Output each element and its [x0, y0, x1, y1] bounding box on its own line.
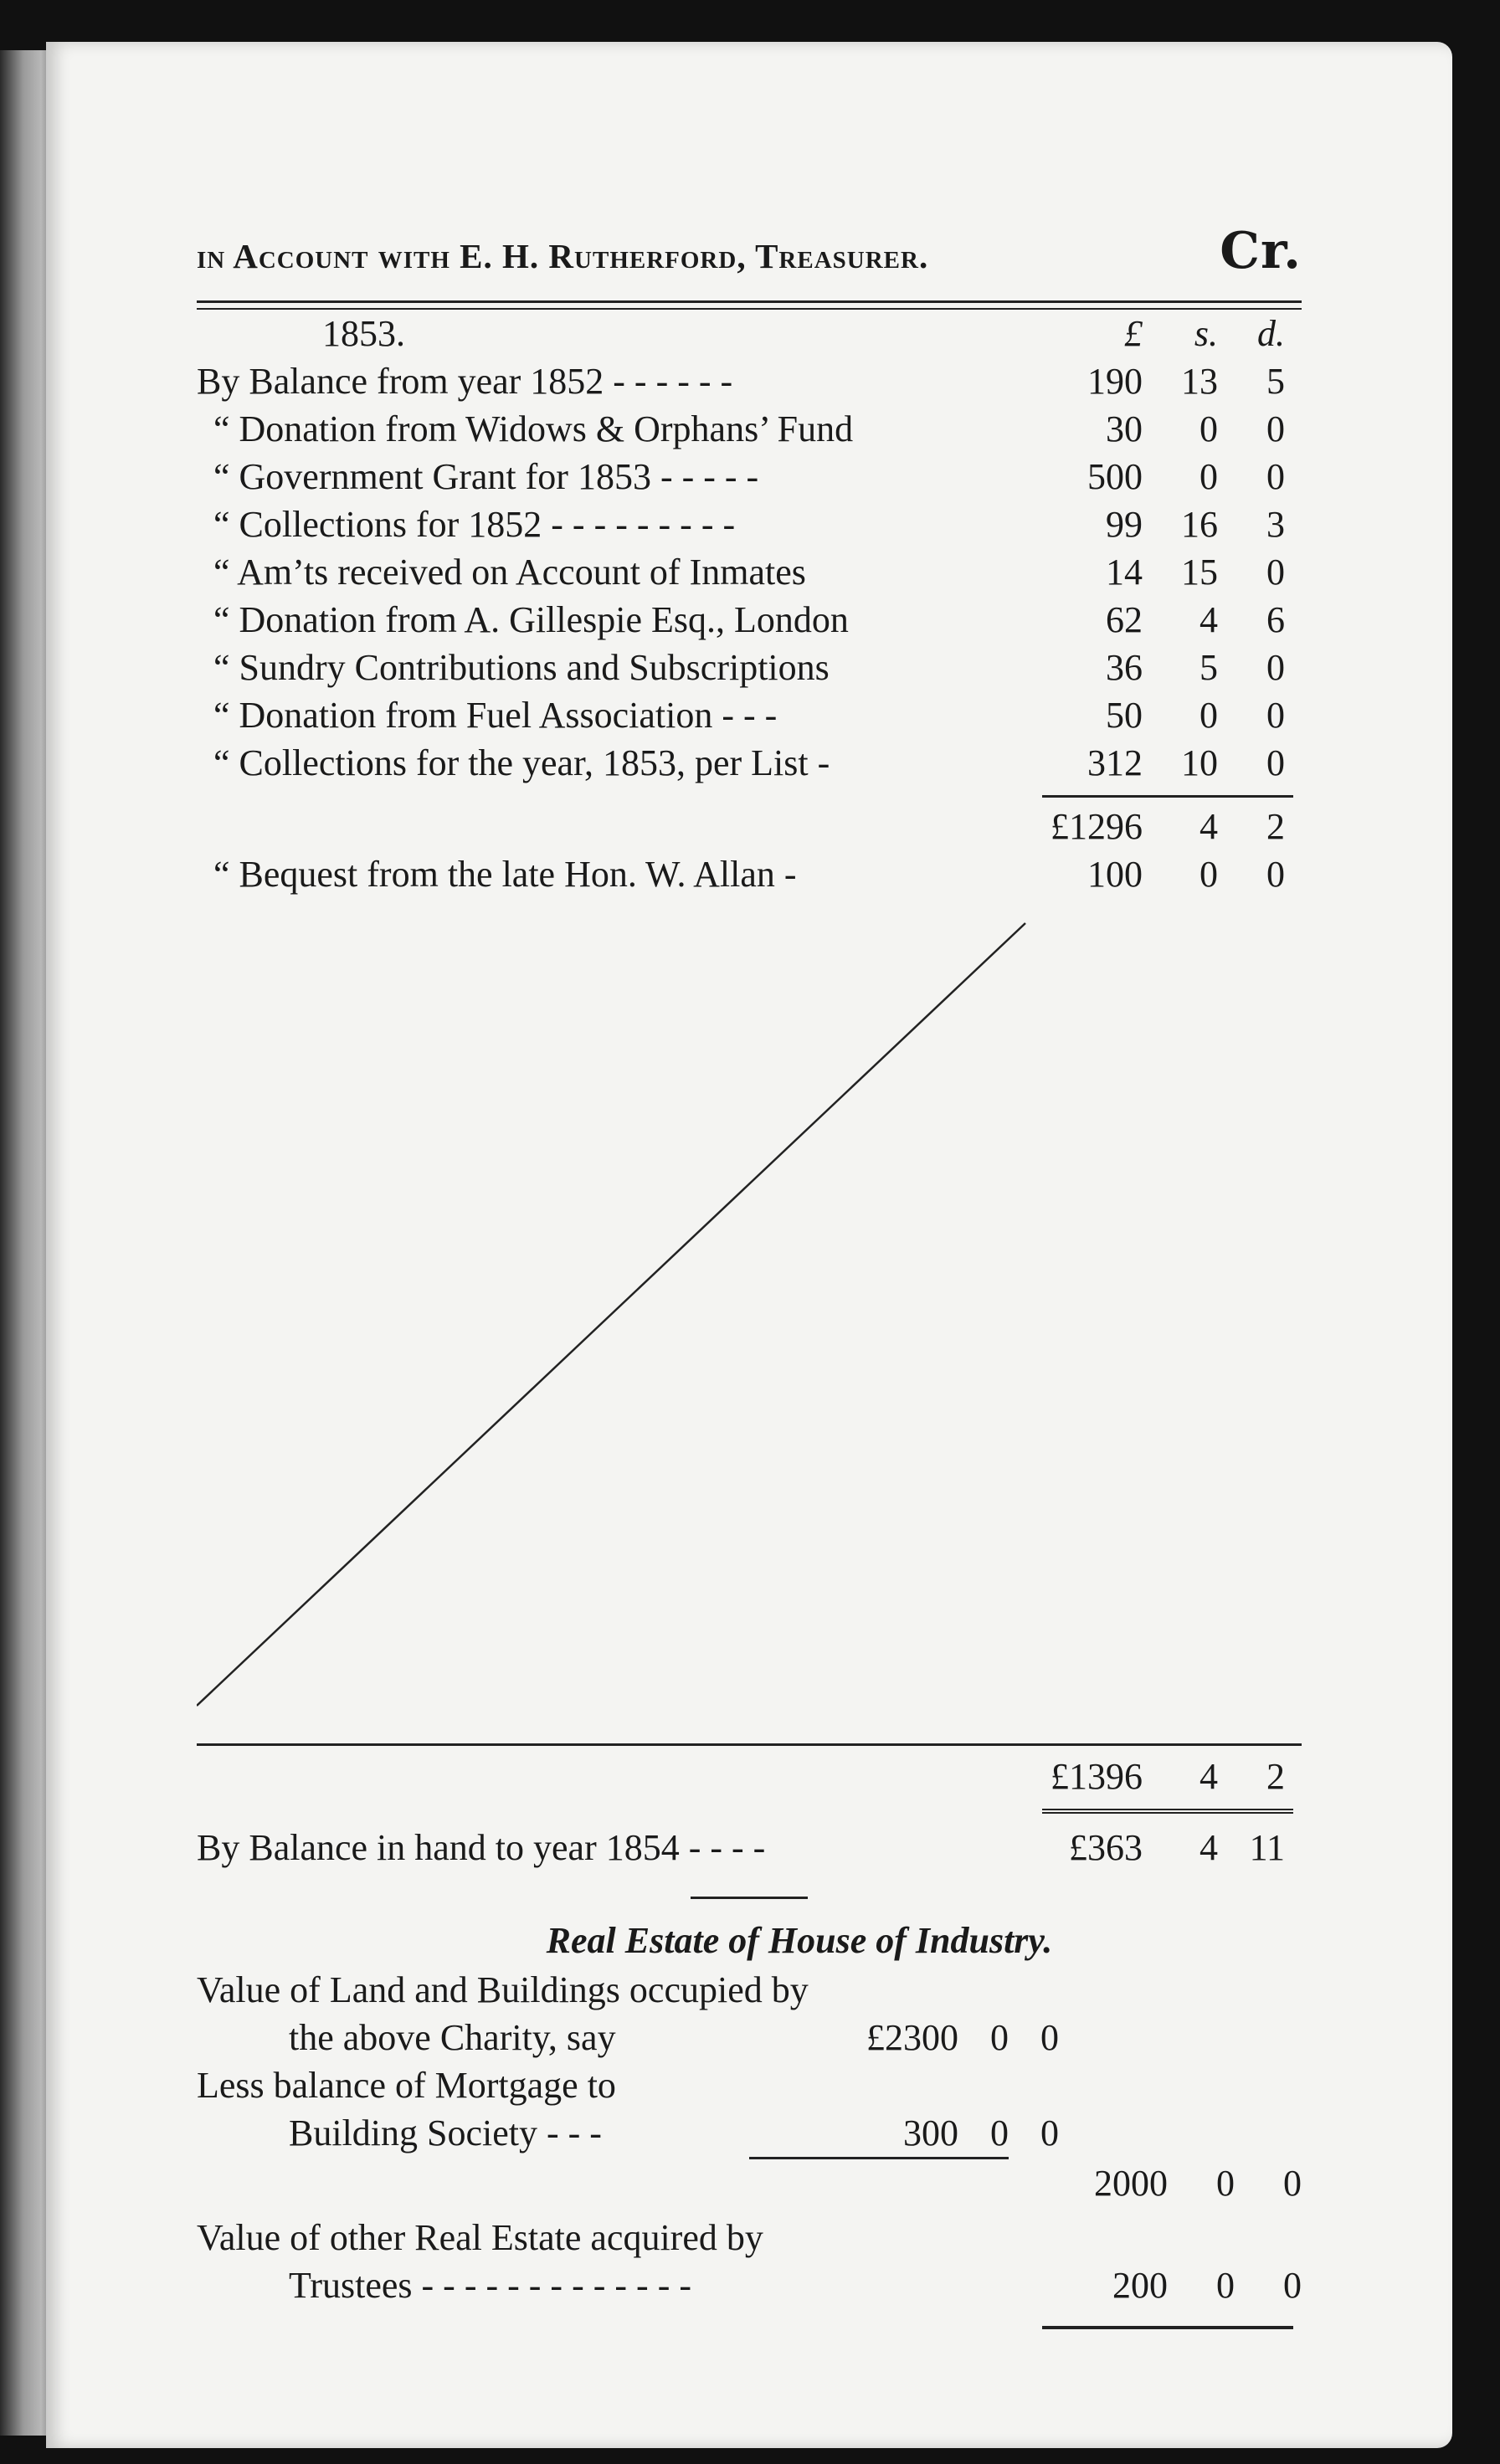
entry-shillings: 16: [1181, 504, 1218, 545]
entry-shillings: 13: [1181, 361, 1218, 402]
estate-net-row: [197, 2159, 1302, 2207]
entry-pounds: 36: [1106, 647, 1143, 688]
year-heading: 1853.: [322, 313, 405, 354]
estate-land-label: Value of Land and Buildings occupied by: [197, 1969, 809, 2010]
estate-line-3: [197, 2061, 1302, 2109]
estate-mortgage-pounds: 300: [903, 2112, 958, 2153]
estate-land-shillings: 0: [990, 2017, 1009, 2058]
total-double-rule: [1042, 1809, 1293, 1814]
estate-line-5: [197, 2214, 1302, 2261]
bequest-pounds: 100: [1087, 854, 1143, 895]
estate-trustees-label: Trustees - - - - - - - - - - - - -: [289, 2265, 691, 2306]
entry-pounds: 14: [1106, 552, 1143, 593]
entry-pence: 6: [1266, 599, 1285, 640]
header-rule: [197, 300, 1302, 303]
entry-description: “ Donation from Fuel Association - - -: [213, 695, 778, 736]
entry-pounds: 50: [1106, 695, 1143, 736]
estate-line-1: [197, 1966, 1302, 2014]
entry-description: “ Collections for the year, 1853, per List -: [213, 742, 830, 783]
total-row: [197, 1753, 1302, 1800]
estate-society-label: Building Society - - -: [289, 2112, 602, 2153]
entry-shillings: 0: [1199, 456, 1218, 497]
entry-description: “ Am’ts received on Account of Inmates: [213, 552, 806, 593]
entry-description: “ Donation from Widows & Orphans’ Fund: [213, 408, 854, 449]
page-header: [197, 222, 1302, 297]
section-divider: [691, 1897, 808, 1899]
balance-pounds: £363: [1069, 1827, 1143, 1868]
entry-pounds: 62: [1106, 599, 1143, 640]
estate-other-pounds: 200: [1112, 2265, 1168, 2306]
estate-net-shillings: 0: [1216, 2163, 1235, 2204]
receipt-entries: [197, 357, 1302, 787]
estate-charity-label: the above Charity, say: [289, 2017, 616, 2058]
ledger-entry-row: [197, 691, 1302, 739]
total-pence: 2: [1266, 1756, 1285, 1797]
credit-mark: Cr.: [1220, 222, 1302, 280]
estate-other-pence: 0: [1283, 2265, 1302, 2306]
entry-description: “ Donation from A. Gillespie Esq., London: [213, 599, 849, 640]
ledger-entry-row: [197, 548, 1302, 596]
estate-line-2: [197, 2014, 1302, 2061]
total-rule: [197, 1743, 1302, 1746]
subtotal-shillings: 4: [1199, 806, 1218, 847]
entry-description: By Balance from year 1852 - - - - - -: [197, 361, 733, 402]
ledger-entry-row: [197, 453, 1302, 501]
ledger-entry-row: [197, 739, 1302, 787]
ledger-entry-row: [197, 405, 1302, 453]
entry-pounds: 30: [1106, 408, 1143, 449]
entry-pence: 0: [1266, 552, 1285, 593]
entry-pence: 3: [1266, 504, 1285, 545]
ledger-content: [197, 222, 1302, 2329]
estate-net-pounds: 2000: [1094, 2163, 1168, 2204]
estate-other-shillings: 0: [1216, 2265, 1235, 2306]
balance-description: By Balance in hand to year 1854 - - - -: [197, 1827, 766, 1868]
entry-shillings: 10: [1181, 742, 1218, 783]
entry-pence: 0: [1266, 647, 1285, 688]
entry-pounds: 312: [1087, 742, 1143, 783]
entry-description: “ Collections for 1852 - - - - - - - - -: [213, 504, 736, 545]
estate-section-title: Real Estate of House of Industry.: [546, 1920, 1053, 1961]
ledger-entry-row: [197, 644, 1302, 691]
ledger-page: [46, 42, 1452, 2448]
total-pounds: £1396: [1051, 1756, 1143, 1797]
estate-mortgage-label: Less balance of Mortgage to: [197, 2065, 616, 2106]
balance-row: [197, 1824, 1302, 1871]
bequest-shillings: 0: [1199, 854, 1218, 895]
entry-pence: 0: [1266, 742, 1285, 783]
cancelled-space: [197, 906, 1302, 1743]
entry-pence: 0: [1266, 695, 1285, 736]
entry-pence: 0: [1266, 456, 1285, 497]
entry-description: “ Sundry Contributions and Subscriptions: [213, 647, 830, 688]
header-title: in Account with E. H. Rutherford, Treasurer.: [197, 237, 929, 275]
bequest-row: [197, 850, 1302, 898]
diagonal-cancel-line: [197, 906, 1302, 1743]
entry-pence: 0: [1266, 408, 1285, 449]
ledger-entry-row: [197, 357, 1302, 405]
entry-description: “ Government Grant for 1853 - - - - -: [213, 456, 759, 497]
balance-pence: 11: [1249, 1827, 1285, 1868]
pence-heading: d.: [1257, 313, 1285, 354]
entry-shillings: 0: [1199, 695, 1218, 736]
estate-land-pounds: £2300: [866, 2017, 958, 2058]
subtotal-row: [197, 803, 1302, 850]
subtotal-pence: 2: [1266, 806, 1285, 847]
estate-mortgage-shillings: 0: [990, 2112, 1009, 2153]
estate-line-6: [197, 2261, 1302, 2309]
bequest-pence: 0: [1266, 854, 1285, 895]
entry-shillings: 4: [1199, 599, 1218, 640]
column-headings: [197, 310, 1302, 357]
ledger-entry-row: [197, 596, 1302, 644]
total-shillings: 4: [1199, 1756, 1218, 1797]
estate-final-rule: [1042, 2326, 1293, 2329]
balance-shillings: 4: [1199, 1827, 1218, 1868]
entry-pounds: 190: [1087, 361, 1143, 402]
estate-net-pence: 0: [1283, 2163, 1302, 2204]
ledger-entry-row: [197, 501, 1302, 548]
entry-shillings: 5: [1199, 647, 1218, 688]
shillings-heading: s.: [1194, 313, 1218, 354]
entry-pounds: 99: [1106, 504, 1143, 545]
pounds-heading: £: [1124, 313, 1143, 354]
subtotal-rule: [1042, 795, 1293, 798]
subtotal-pounds: £1296: [1051, 806, 1143, 847]
estate-land-pence: 0: [1040, 2017, 1059, 2058]
entry-shillings: 15: [1181, 552, 1218, 593]
bequest-description: “ Bequest from the late Hon. W. Allan -: [213, 854, 797, 895]
entry-shillings: 0: [1199, 408, 1218, 449]
estate-other-label: Value of other Real Estate acquired by: [197, 2217, 763, 2258]
estate-line-4: [197, 2109, 1302, 2157]
entry-pounds: 500: [1087, 456, 1143, 497]
estate-mortgage-pence: 0: [1040, 2112, 1059, 2153]
entry-pence: 5: [1266, 361, 1285, 402]
